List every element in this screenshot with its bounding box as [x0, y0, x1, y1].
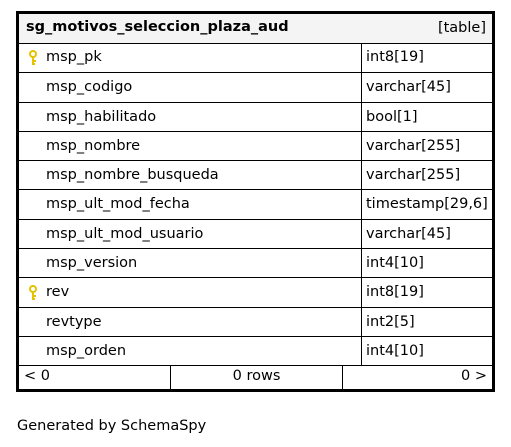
table-row: [19, 102, 492, 131]
column-type-cell: [362, 73, 492, 101]
column-name: msp_orden: [46, 342, 127, 359]
column-type-cell: [362, 278, 492, 306]
table-row: [19, 307, 492, 336]
column-type: varchar[255]: [366, 137, 461, 154]
table-row: [19, 43, 492, 72]
column-type: int8[19]: [366, 284, 424, 301]
table-name[interactable]: sg_motivos_seleccion_plaza_aud: [26, 19, 289, 35]
table-type-label: [table]: [437, 20, 486, 36]
column-name: msp_ult_mod_fecha: [46, 196, 190, 213]
table-row: [19, 336, 492, 365]
footer-next-label: 0 >: [461, 368, 487, 384]
table-row: [19, 160, 492, 189]
table-row: [19, 72, 492, 101]
table-footer: [19, 365, 492, 389]
column-type-cell: [362, 337, 492, 365]
column-type: varchar[45]: [366, 225, 451, 242]
column-name: msp_nombre_busqueda: [46, 167, 219, 184]
key-icon: [28, 285, 38, 301]
footer-prev-label: < 0: [24, 368, 50, 384]
column-name: revtype: [46, 313, 102, 330]
table-entity: [16, 11, 495, 392]
column-name: msp_version: [46, 255, 138, 272]
column-name: msp_pk: [46, 49, 102, 65]
column-type: int2[5]: [366, 313, 415, 330]
column-name: msp_nombre: [46, 137, 141, 154]
column-type: bool[1]: [366, 108, 418, 125]
column-name-cell[interactable]: [19, 73, 362, 101]
column-type-cell: [362, 161, 492, 189]
column-type-cell: [362, 249, 492, 277]
column-type-cell: [362, 308, 492, 336]
column-name-cell[interactable]: [19, 103, 362, 131]
column-list: [19, 43, 492, 365]
column-name: msp_codigo: [46, 79, 133, 96]
column-name-cell[interactable]: [19, 43, 362, 72]
column-type: int4[10]: [366, 255, 424, 272]
column-type: varchar[45]: [366, 79, 451, 96]
column-type-cell: [362, 103, 492, 131]
column-type: varchar[255]: [366, 167, 461, 184]
footer-rows-label: 0 rows: [232, 368, 281, 384]
footer-next: [343, 366, 492, 389]
footer-row-count: [171, 366, 343, 389]
column-name: msp_ult_mod_usuario: [46, 225, 204, 242]
table-header: [19, 14, 492, 44]
table-row: [19, 248, 492, 277]
column-name-cell[interactable]: [19, 190, 362, 218]
table-row: [19, 219, 492, 248]
column-type-cell: [362, 190, 492, 218]
column-type: int8[19]: [366, 49, 424, 65]
column-type-cell: [362, 220, 492, 248]
column-name-cell[interactable]: [19, 249, 362, 277]
column-name-cell[interactable]: [19, 308, 362, 336]
column-type: int4[10]: [366, 342, 424, 359]
column-name: msp_habilitado: [46, 108, 157, 125]
column-name-cell[interactable]: [19, 132, 362, 160]
column-name-cell[interactable]: [19, 161, 362, 189]
column-name-cell[interactable]: [19, 220, 362, 248]
table-row: [19, 131, 492, 160]
column-name-cell[interactable]: [19, 337, 362, 365]
generated-by-text[interactable]: Generated by SchemaSpy: [17, 418, 207, 434]
column-name: rev: [46, 284, 70, 301]
column-type: timestamp[29,6]: [366, 196, 488, 213]
column-type-cell: [362, 43, 492, 72]
column-name-cell[interactable]: [19, 278, 362, 306]
key-icon: [28, 50, 38, 66]
table-row: [19, 189, 492, 218]
footer-prev: [19, 366, 171, 389]
table-row: [19, 277, 492, 306]
column-type-cell: [362, 132, 492, 160]
